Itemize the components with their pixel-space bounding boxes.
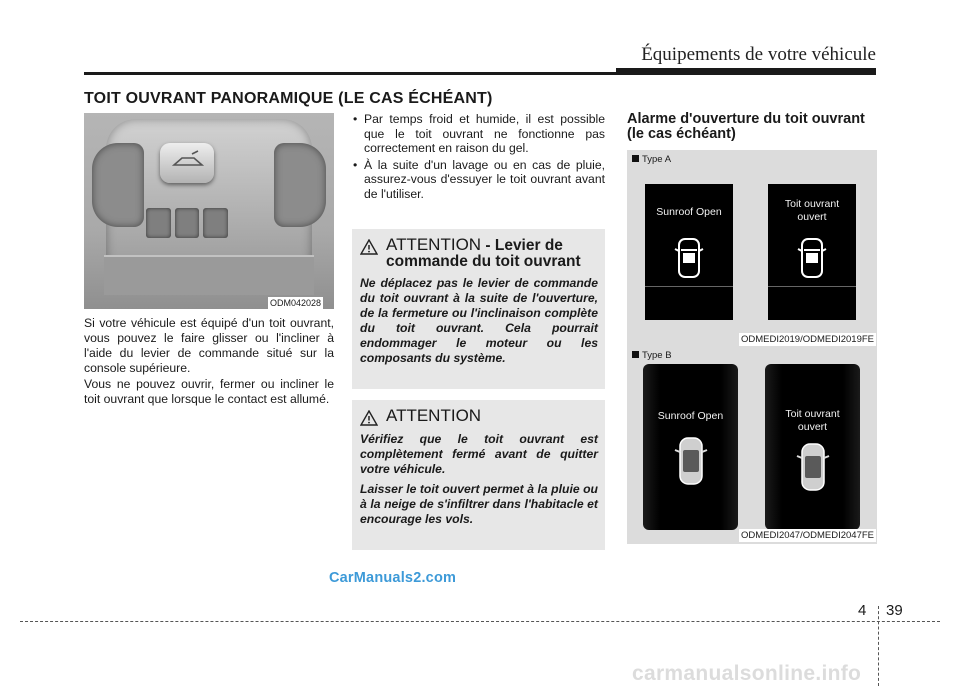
watermark-carmanualsonline: carmanualsonline.info [632, 662, 862, 685]
watermark-carmanuals2: CarManuals2.com [329, 570, 457, 586]
square-bullet-icon [632, 155, 639, 162]
header-rule-accent [616, 68, 876, 74]
alarm-section-title: Alarme d'ouverture du toit ouvrant (le cas échéant) [627, 111, 865, 142]
attention-title [386, 237, 598, 270]
attention-text-theft: Laisser le toit ouvert permet à la pluie ou à la neige de s'infiltrer dans l'habitacle et encourage les vols. [360, 482, 598, 526]
screen-message: Sunroof Open [657, 410, 724, 422]
footer-dashed-rule [20, 621, 940, 622]
running-header: Équipements de votre véhicule [641, 44, 876, 65]
type-a-label: Type A [632, 154, 671, 165]
screen-message-line2: ouvert [797, 421, 828, 433]
paragraph-ignition: Vous ne pouvez ouvrir, fermer ou incliner le toit ouvrant que lorsque le contact est allumé. [84, 377, 334, 406]
screen-message: Sunroof Open [656, 206, 722, 218]
attention-label: ATTENTION [386, 406, 482, 425]
attention-label: ATTENTION [386, 235, 482, 254]
car-open-roof-icon [672, 434, 710, 490]
bullet-item-wash: • À la suite d'un lavage ou en cas de pluie, assurez-vous d'essuyer le toit ouvrant avant de l'utiliser. [352, 158, 605, 202]
console-buttons [146, 208, 228, 238]
attention-title [386, 408, 481, 425]
cluster-screen-en [643, 364, 738, 530]
paragraph-intro: Si votre véhicule est équipé d'un toit ouvrant, vous pouvez le faire glisser ou l'incliner à l'aide du levier de commande situé sur la console supérieure. [84, 316, 334, 375]
cluster-screen-fr [768, 184, 856, 320]
warning-triangle-icon [360, 410, 378, 426]
map-lamp-left [92, 143, 144, 227]
car-open-roof-icon [795, 234, 829, 282]
cluster-screen-fr [765, 364, 860, 530]
chapter-number: 4 [858, 602, 867, 619]
page-number-divider [878, 606, 879, 686]
type-b-panel [627, 346, 877, 544]
type-b-label: Type B [632, 350, 672, 361]
attention-box-closing [352, 400, 605, 550]
section-title: TOIT OUVRANT PANORAMIQUE (LE CAS ÉCHÉANT) [84, 90, 493, 107]
bullet-item-frost: • Par temps froid et humide, il est possible que le toit ouvrant ne fonctionne pas correctement en raison du gel. [352, 112, 605, 156]
attention-text: Ne déplacez pas le levier de commande du toit ouvrant à la suite de l'ouverture, de la fermeture ou l'inclinaison complète du toit ouvrant. Cela pourrait endommager le moteur ou les composants du système. [360, 276, 598, 365]
type-b-caption: ODMEDI2047/ODMEDI2047FE [740, 530, 874, 541]
bullet-list [352, 112, 605, 203]
sunroof-lever-icon [160, 143, 214, 183]
square-bullet-icon [632, 351, 639, 358]
attention-text [360, 432, 598, 527]
warning-triangle-icon [360, 239, 378, 255]
screen-divider [645, 286, 733, 287]
page-number: 39 [886, 602, 903, 619]
map-lamp-right [274, 143, 326, 227]
cluster-screen-en [645, 184, 733, 320]
screen-divider [768, 286, 856, 287]
sunroof-lever [160, 143, 214, 183]
attention-subject: - Levier de commande du toit ouvrant [386, 237, 581, 270]
type-a-caption: ODMEDI2019/ODMEDI2019FE [740, 334, 874, 345]
attention-text-check: Vérifiez que le toit ouvrant est complètement fermé avant de quitter votre véhicule. [360, 432, 598, 476]
car-open-roof-icon [794, 440, 832, 496]
screen-message-line1: Toit ouvrant [785, 408, 840, 420]
console-strip [104, 255, 314, 295]
attention-box-lever [352, 229, 605, 389]
screen-message-line2: ouvert [797, 211, 827, 223]
photo-caption: ODM042028 [270, 298, 322, 308]
type-a-panel [627, 150, 877, 348]
overhead-console-photo [84, 113, 334, 309]
car-open-roof-icon [672, 234, 706, 282]
screen-message-line1: Toit ouvrant [784, 198, 840, 210]
